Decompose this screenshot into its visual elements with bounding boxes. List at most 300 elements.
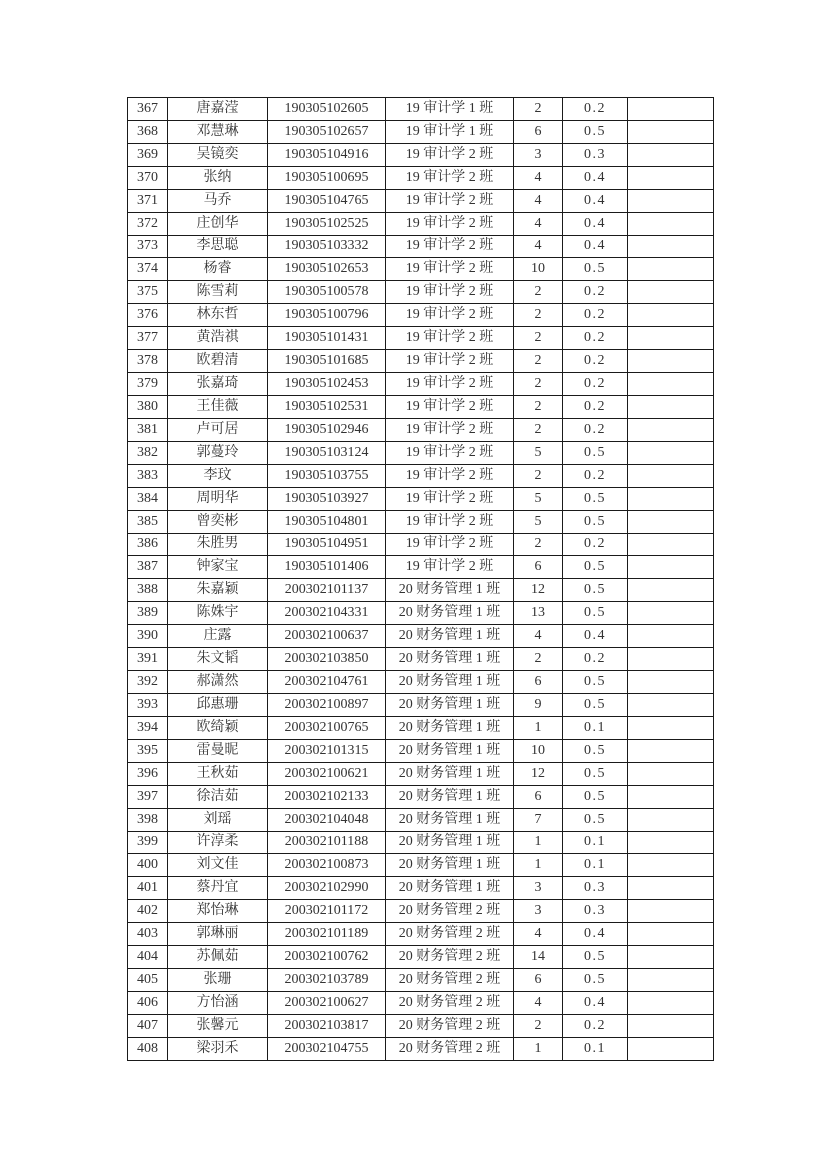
table-row — [128, 373, 714, 396]
count-cell: 4 — [514, 625, 563, 648]
blank-cell — [628, 1037, 714, 1060]
table-row — [128, 395, 714, 418]
class-cell: 20 财务管理 2 班 — [386, 923, 514, 946]
class-cell: 19 审计学 2 班 — [386, 418, 514, 441]
table-row — [128, 808, 714, 831]
class-cell: 19 审计学 2 班 — [386, 258, 514, 281]
name-cell: 卢可居 — [168, 418, 268, 441]
blank-cell — [628, 991, 714, 1014]
class-cell: 20 财务管理 1 班 — [386, 854, 514, 877]
table-row — [128, 464, 714, 487]
count-cell: 6 — [514, 969, 563, 992]
class-cell: 19 审计学 2 班 — [386, 441, 514, 464]
row-number-cell: 386 — [128, 533, 168, 556]
row-number-cell: 372 — [128, 212, 168, 235]
blank-cell — [628, 1014, 714, 1037]
blank-cell — [628, 808, 714, 831]
name-cell: 张嘉琦 — [168, 373, 268, 396]
score-cell: 0.5 — [563, 946, 628, 969]
blank-cell — [628, 969, 714, 992]
count-cell: 2 — [514, 648, 563, 671]
blank-cell — [628, 831, 714, 854]
blank-cell — [628, 373, 714, 396]
name-cell: 蔡丹宜 — [168, 877, 268, 900]
class-cell: 20 财务管理 1 班 — [386, 831, 514, 854]
table-row — [128, 785, 714, 808]
table-row — [128, 693, 714, 716]
row-number-cell: 402 — [128, 900, 168, 923]
row-number-cell: 403 — [128, 923, 168, 946]
blank-cell — [628, 189, 714, 212]
score-cell: 0.3 — [563, 900, 628, 923]
count-cell: 1 — [514, 831, 563, 854]
blank-cell — [628, 212, 714, 235]
name-cell: 雷曼昵 — [168, 739, 268, 762]
class-cell: 19 审计学 1 班 — [386, 120, 514, 143]
score-cell: 0.3 — [563, 877, 628, 900]
student-id-cell: 190305102946 — [268, 418, 386, 441]
row-number-cell: 392 — [128, 671, 168, 694]
table-row — [128, 625, 714, 648]
count-cell: 6 — [514, 785, 563, 808]
table-row — [128, 281, 714, 304]
student-id-cell: 190305102653 — [268, 258, 386, 281]
score-cell: 0.5 — [563, 487, 628, 510]
count-cell: 2 — [514, 395, 563, 418]
name-cell: 梁羽禾 — [168, 1037, 268, 1060]
count-cell: 9 — [514, 693, 563, 716]
class-cell: 20 财务管理 2 班 — [386, 1037, 514, 1060]
count-cell: 1 — [514, 1037, 563, 1060]
score-cell: 0.5 — [563, 602, 628, 625]
row-number-cell: 394 — [128, 716, 168, 739]
blank-cell — [628, 671, 714, 694]
blank-cell — [628, 648, 714, 671]
student-id-cell: 200302100627 — [268, 991, 386, 1014]
class-cell: 20 财务管理 2 班 — [386, 991, 514, 1014]
score-cell: 0.5 — [563, 579, 628, 602]
count-cell: 2 — [514, 373, 563, 396]
count-cell: 5 — [514, 487, 563, 510]
student-id-cell: 200302102990 — [268, 877, 386, 900]
class-cell: 20 财务管理 1 班 — [386, 648, 514, 671]
row-number-cell: 391 — [128, 648, 168, 671]
name-cell: 刘文佳 — [168, 854, 268, 877]
name-cell: 郝潇然 — [168, 671, 268, 694]
table-row — [128, 487, 714, 510]
row-number-cell: 387 — [128, 556, 168, 579]
table-row — [128, 648, 714, 671]
student-id-cell: 200302100637 — [268, 625, 386, 648]
class-cell: 20 财务管理 1 班 — [386, 877, 514, 900]
class-cell: 19 审计学 2 班 — [386, 487, 514, 510]
name-cell: 朱嘉颖 — [168, 579, 268, 602]
class-cell: 19 审计学 2 班 — [386, 510, 514, 533]
name-cell: 陈姝宇 — [168, 602, 268, 625]
student-id-cell: 190305103755 — [268, 464, 386, 487]
blank-cell — [628, 166, 714, 189]
table-row — [128, 671, 714, 694]
class-cell: 20 财务管理 2 班 — [386, 1014, 514, 1037]
count-cell: 7 — [514, 808, 563, 831]
count-cell: 13 — [514, 602, 563, 625]
score-cell: 0.5 — [563, 693, 628, 716]
count-cell: 10 — [514, 739, 563, 762]
table-row — [128, 1037, 714, 1060]
score-cell: 0.5 — [563, 510, 628, 533]
blank-cell — [628, 395, 714, 418]
blank-cell — [628, 739, 714, 762]
row-number-cell: 406 — [128, 991, 168, 1014]
score-cell: 0.1 — [563, 831, 628, 854]
class-cell: 20 财务管理 1 班 — [386, 739, 514, 762]
table-row — [128, 923, 714, 946]
count-cell: 2 — [514, 98, 563, 121]
student-id-cell: 190305102525 — [268, 212, 386, 235]
row-number-cell: 371 — [128, 189, 168, 212]
table-body — [128, 98, 714, 1061]
name-cell: 李玟 — [168, 464, 268, 487]
score-cell: 0.4 — [563, 625, 628, 648]
row-number-cell: 397 — [128, 785, 168, 808]
blank-cell — [628, 693, 714, 716]
row-number-cell: 407 — [128, 1014, 168, 1037]
student-id-cell: 190305103927 — [268, 487, 386, 510]
row-number-cell: 376 — [128, 304, 168, 327]
class-cell: 19 审计学 2 班 — [386, 304, 514, 327]
name-cell: 林东哲 — [168, 304, 268, 327]
blank-cell — [628, 877, 714, 900]
row-number-cell: 373 — [128, 235, 168, 258]
blank-cell — [628, 946, 714, 969]
table-row — [128, 946, 714, 969]
name-cell: 黄浩祺 — [168, 327, 268, 350]
row-number-cell: 382 — [128, 441, 168, 464]
score-cell: 0.1 — [563, 854, 628, 877]
row-number-cell: 368 — [128, 120, 168, 143]
row-number-cell: 377 — [128, 327, 168, 350]
student-id-cell: 200302100762 — [268, 946, 386, 969]
score-cell: 0.5 — [563, 556, 628, 579]
table-row — [128, 235, 714, 258]
table-row — [128, 327, 714, 350]
score-cell: 0.5 — [563, 785, 628, 808]
table-row — [128, 143, 714, 166]
name-cell: 钟家宝 — [168, 556, 268, 579]
blank-cell — [628, 602, 714, 625]
name-cell: 郭蔓玲 — [168, 441, 268, 464]
student-id-cell: 200302101172 — [268, 900, 386, 923]
name-cell: 方怡涵 — [168, 991, 268, 1014]
row-number-cell: 385 — [128, 510, 168, 533]
row-number-cell: 378 — [128, 350, 168, 373]
blank-cell — [628, 464, 714, 487]
student-id-cell: 200302102133 — [268, 785, 386, 808]
score-cell: 0.4 — [563, 235, 628, 258]
class-cell: 19 审计学 1 班 — [386, 98, 514, 121]
table-row — [128, 716, 714, 739]
name-cell: 郑怡琳 — [168, 900, 268, 923]
count-cell: 4 — [514, 212, 563, 235]
name-cell: 吴镜奕 — [168, 143, 268, 166]
student-id-cell: 190305104801 — [268, 510, 386, 533]
class-cell: 20 财务管理 2 班 — [386, 946, 514, 969]
name-cell: 曾奕彬 — [168, 510, 268, 533]
student-roster-table — [127, 97, 714, 1061]
count-cell: 3 — [514, 877, 563, 900]
student-id-cell: 200302104331 — [268, 602, 386, 625]
class-cell: 20 财务管理 1 班 — [386, 579, 514, 602]
table-row — [128, 854, 714, 877]
blank-cell — [628, 900, 714, 923]
student-id-cell: 190305101431 — [268, 327, 386, 350]
name-cell: 庄露 — [168, 625, 268, 648]
class-cell: 19 审计学 2 班 — [386, 281, 514, 304]
score-cell: 0.2 — [563, 281, 628, 304]
row-number-cell: 396 — [128, 762, 168, 785]
name-cell: 唐嘉滢 — [168, 98, 268, 121]
student-id-cell: 200302104755 — [268, 1037, 386, 1060]
table-row — [128, 120, 714, 143]
name-cell: 欧碧清 — [168, 350, 268, 373]
score-cell: 0.5 — [563, 762, 628, 785]
count-cell: 2 — [514, 533, 563, 556]
row-number-cell: 388 — [128, 579, 168, 602]
class-cell: 19 审计学 2 班 — [386, 235, 514, 258]
score-cell: 0.2 — [563, 533, 628, 556]
row-number-cell: 408 — [128, 1037, 168, 1060]
name-cell: 张纳 — [168, 166, 268, 189]
count-cell: 2 — [514, 1014, 563, 1037]
count-cell: 6 — [514, 120, 563, 143]
table-row — [128, 556, 714, 579]
table-row — [128, 900, 714, 923]
student-id-cell: 200302100897 — [268, 693, 386, 716]
blank-cell — [628, 625, 714, 648]
blank-cell — [628, 143, 714, 166]
name-cell: 马乔 — [168, 189, 268, 212]
name-cell: 苏佩茹 — [168, 946, 268, 969]
count-cell: 4 — [514, 166, 563, 189]
score-cell: 0.4 — [563, 923, 628, 946]
blank-cell — [628, 441, 714, 464]
class-cell: 19 审计学 2 班 — [386, 166, 514, 189]
score-cell: 0.4 — [563, 212, 628, 235]
score-cell: 0.5 — [563, 671, 628, 694]
count-cell: 3 — [514, 143, 563, 166]
student-id-cell: 190305102531 — [268, 395, 386, 418]
blank-cell — [628, 327, 714, 350]
score-cell: 0.2 — [563, 327, 628, 350]
score-cell: 0.2 — [563, 395, 628, 418]
table-row — [128, 969, 714, 992]
row-number-cell: 390 — [128, 625, 168, 648]
class-cell: 19 审计学 2 班 — [386, 212, 514, 235]
count-cell: 12 — [514, 579, 563, 602]
student-id-cell: 190305101685 — [268, 350, 386, 373]
student-id-cell: 190305100695 — [268, 166, 386, 189]
table-row — [128, 441, 714, 464]
count-cell: 12 — [514, 762, 563, 785]
score-cell: 0.4 — [563, 991, 628, 1014]
score-cell: 0.2 — [563, 350, 628, 373]
class-cell: 20 财务管理 2 班 — [386, 900, 514, 923]
table-row — [128, 350, 714, 373]
blank-cell — [628, 258, 714, 281]
class-cell: 19 审计学 2 班 — [386, 464, 514, 487]
row-number-cell: 399 — [128, 831, 168, 854]
count-cell: 6 — [514, 671, 563, 694]
score-cell: 0.5 — [563, 120, 628, 143]
table-row — [128, 1014, 714, 1037]
class-cell: 20 财务管理 1 班 — [386, 693, 514, 716]
score-cell: 0.2 — [563, 373, 628, 396]
table-row — [128, 533, 714, 556]
blank-cell — [628, 579, 714, 602]
score-cell: 0.2 — [563, 304, 628, 327]
class-cell: 20 财务管理 1 班 — [386, 625, 514, 648]
row-number-cell: 384 — [128, 487, 168, 510]
count-cell: 2 — [514, 304, 563, 327]
blank-cell — [628, 487, 714, 510]
student-id-cell: 200302100765 — [268, 716, 386, 739]
name-cell: 郭琳丽 — [168, 923, 268, 946]
class-cell: 19 审计学 2 班 — [386, 373, 514, 396]
row-number-cell: 395 — [128, 739, 168, 762]
blank-cell — [628, 556, 714, 579]
score-cell: 0.5 — [563, 739, 628, 762]
name-cell: 朱胜男 — [168, 533, 268, 556]
blank-cell — [628, 854, 714, 877]
row-number-cell: 401 — [128, 877, 168, 900]
count-cell: 2 — [514, 418, 563, 441]
blank-cell — [628, 120, 714, 143]
table-row — [128, 166, 714, 189]
name-cell: 朱文韬 — [168, 648, 268, 671]
student-id-cell: 190305100578 — [268, 281, 386, 304]
row-number-cell: 374 — [128, 258, 168, 281]
table-row — [128, 739, 714, 762]
student-id-cell: 200302103789 — [268, 969, 386, 992]
blank-cell — [628, 98, 714, 121]
student-id-cell: 190305103124 — [268, 441, 386, 464]
class-cell: 20 财务管理 1 班 — [386, 785, 514, 808]
table-row — [128, 189, 714, 212]
count-cell: 10 — [514, 258, 563, 281]
row-number-cell: 405 — [128, 969, 168, 992]
student-id-cell: 200302100873 — [268, 854, 386, 877]
score-cell: 0.5 — [563, 441, 628, 464]
student-id-cell: 200302101315 — [268, 739, 386, 762]
score-cell: 0.5 — [563, 258, 628, 281]
class-cell: 20 财务管理 1 班 — [386, 808, 514, 831]
name-cell: 庄创华 — [168, 212, 268, 235]
table-row — [128, 877, 714, 900]
student-id-cell: 190305104916 — [268, 143, 386, 166]
score-cell: 0.4 — [563, 166, 628, 189]
name-cell: 邱惠珊 — [168, 693, 268, 716]
class-cell: 20 财务管理 1 班 — [386, 671, 514, 694]
blank-cell — [628, 281, 714, 304]
table-row — [128, 304, 714, 327]
score-cell: 0.3 — [563, 143, 628, 166]
count-cell: 5 — [514, 510, 563, 533]
score-cell: 0.4 — [563, 189, 628, 212]
count-cell: 6 — [514, 556, 563, 579]
class-cell: 19 审计学 2 班 — [386, 350, 514, 373]
student-id-cell: 190305100796 — [268, 304, 386, 327]
name-cell: 许淳柔 — [168, 831, 268, 854]
student-id-cell: 190305101406 — [268, 556, 386, 579]
name-cell: 王佳薇 — [168, 395, 268, 418]
name-cell: 邓慧琳 — [168, 120, 268, 143]
student-id-cell: 190305102605 — [268, 98, 386, 121]
count-cell: 2 — [514, 464, 563, 487]
count-cell: 2 — [514, 327, 563, 350]
class-cell: 20 财务管理 1 班 — [386, 602, 514, 625]
blank-cell — [628, 350, 714, 373]
score-cell: 0.5 — [563, 808, 628, 831]
blank-cell — [628, 716, 714, 739]
name-cell: 李思聪 — [168, 235, 268, 258]
row-number-cell: 383 — [128, 464, 168, 487]
table-row — [128, 98, 714, 121]
student-id-cell: 200302101189 — [268, 923, 386, 946]
student-id-cell: 190305104951 — [268, 533, 386, 556]
student-id-cell: 200302101188 — [268, 831, 386, 854]
student-id-cell: 200302104048 — [268, 808, 386, 831]
table-row — [128, 212, 714, 235]
student-id-cell: 200302100621 — [268, 762, 386, 785]
table-row — [128, 418, 714, 441]
count-cell: 14 — [514, 946, 563, 969]
row-number-cell: 369 — [128, 143, 168, 166]
row-number-cell: 400 — [128, 854, 168, 877]
name-cell: 张馨元 — [168, 1014, 268, 1037]
student-id-cell: 200302104761 — [268, 671, 386, 694]
student-id-cell: 190305104765 — [268, 189, 386, 212]
table-row — [128, 579, 714, 602]
table-row — [128, 258, 714, 281]
student-id-cell: 190305102657 — [268, 120, 386, 143]
score-cell: 0.1 — [563, 1037, 628, 1060]
count-cell: 3 — [514, 900, 563, 923]
name-cell: 王秋茹 — [168, 762, 268, 785]
class-cell: 19 审计学 2 班 — [386, 533, 514, 556]
row-number-cell: 380 — [128, 395, 168, 418]
row-number-cell: 379 — [128, 373, 168, 396]
blank-cell — [628, 418, 714, 441]
row-number-cell: 367 — [128, 98, 168, 121]
name-cell: 欧绮颖 — [168, 716, 268, 739]
score-cell: 0.1 — [563, 716, 628, 739]
row-number-cell: 389 — [128, 602, 168, 625]
student-id-cell: 200302101137 — [268, 579, 386, 602]
blank-cell — [628, 510, 714, 533]
score-cell: 0.2 — [563, 1014, 628, 1037]
count-cell: 4 — [514, 235, 563, 258]
score-cell: 0.5 — [563, 969, 628, 992]
count-cell: 1 — [514, 854, 563, 877]
blank-cell — [628, 762, 714, 785]
row-number-cell: 393 — [128, 693, 168, 716]
count-cell: 4 — [514, 991, 563, 1014]
score-cell: 0.2 — [563, 418, 628, 441]
class-cell: 19 审计学 2 班 — [386, 395, 514, 418]
table-row — [128, 991, 714, 1014]
class-cell: 19 审计学 2 班 — [386, 327, 514, 350]
table-row — [128, 831, 714, 854]
